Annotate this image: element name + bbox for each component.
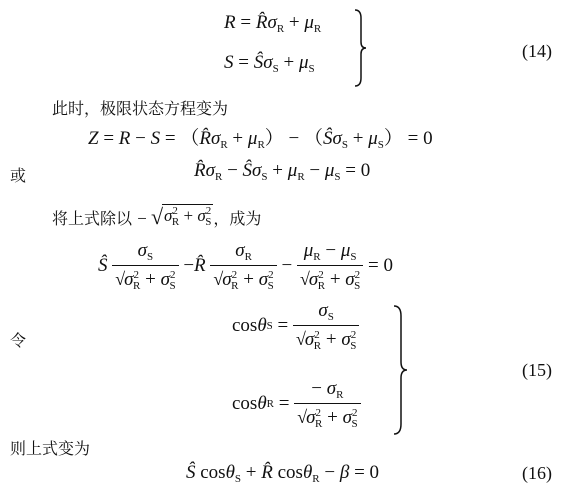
let-label: 令 [10,331,27,350]
or-label: 或 [10,166,27,185]
then-label: 则上式变为 [10,439,91,458]
divide-line: 将上式除以 − √ $\sigma^2_R + \sigma^2_S$ ，成为 [52,204,262,229]
eq14-number: (14) [522,41,552,61]
eq14-line1: $R = R̂\sigma_R + \mu_R$ [224,12,322,35]
eq14-brace [353,8,367,88]
eq-normalized: Ŝ $\frac{\sigma_S}{√\sigma^2_R + \sigma^2_S}$ − R̂ $\frac{\sigma_R}{√\sigma^2_R + \sigma^2_S}$ − $\frac{\mu_R - \mu_S}{√\sigma^2_R + \sigma^2_S}$ = 0 [98,240,393,292]
eq16: Ŝ cosθ$_S$ + R̂ cosθ$_R$ − β = 0 [186,462,380,485]
eq15-line2: cos θ R = $\frac{- \sigma_R}{√\sigma^2_R + \sigma^2_S}$ [232,378,361,430]
line-after-14: 此时，极限状态方程变为 [52,99,229,118]
eq15-line1: cos θ S = $\frac{\sigma_S}{√\sigma^2_R + \sigma^2_S}$ [232,300,359,352]
eq-alt: $R̂\sigma_R$ − $Ŝ\sigma_S + \mu_R - \mu_S = 0$ [194,160,371,183]
eq15-brace [392,304,408,436]
eq15-number: (15) [522,360,552,380]
divide-suffix: ，成为 [213,209,262,228]
divide-prefix: 将上式除以 [52,209,133,228]
eq-z: $Z = R - S = (R̂\sigma_R + \mu_R)$ − $(Ŝ\sigma_S + \mu_S) = 0$ [88,128,433,151]
eq16-number: (16) [522,463,552,483]
eq14-line2: $S = Ŝ\sigma_S + \mu_S$ [224,52,315,75]
